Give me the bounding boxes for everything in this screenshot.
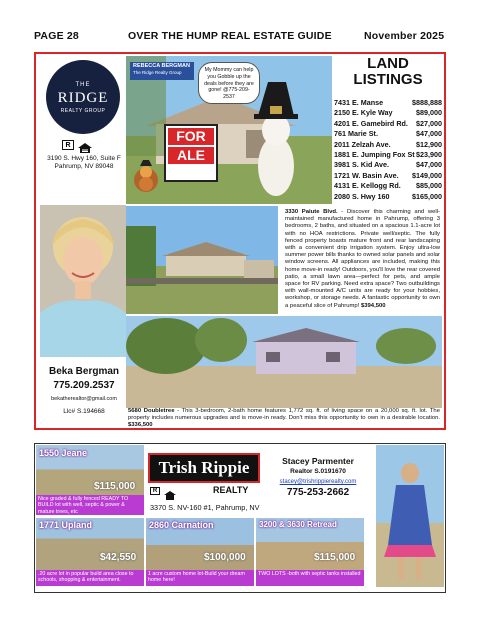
listing1-description [285,209,440,310]
contact-name: Stacey Parmenter [282,456,354,466]
land-title-line-1: LAND [367,55,409,72]
agent-email[interactable]: bekatherealtor@gmail.com [51,396,117,402]
listing1-photo [126,206,278,314]
listing2-photo [126,316,442,408]
lot3-price: $100,000 [204,552,246,563]
land-item[interactable]: 3981 S. Kid Ave. $47,000 [334,160,442,170]
logo-group: REALTY GROUP [60,108,106,114]
page-number: PAGE 28 [34,30,79,42]
agent-phone[interactable]: 775.209.2537 [53,380,115,391]
address-line-1: 3190 S. Hwy 160, Suite F [47,155,121,162]
listing1-text: - Discover this charming and well-maintained manufactured home in Pahrump, offering 3 bedrooms, 2 baths, and situated on a spacious 1.1-acre lot with no HOA restrictions. Private well/septic. The fully fenced property boasts mature front and rear landscaping with a convenient drip irrigation system. Enjoy ultra-low summer power bills thanks to owned solar panels and solar window screens. All appliances are included, making this home move-in ready! Outdoors, you'll love the rear covered patio, a small lawn area—perfect for pets, and ample space for RV parking. Need extra space? Two outbuildings with wall-mounted A/C units are ready for your hobbies, workshop, or storage needs. A fantastic opportunity to own a peaceful slice of Pahrump! [285,209,440,309]
agent-name: Beka Bergman [48,366,120,377]
listing2-text: - This 3-bedroom, 2-bath home features 1,772 sq. ft. of living space on a 20,000 sq. ft. lot. The property includes numerous upgrades and is move-in ready. Don't miss this opportunity to own in a desirable location. [128,408,440,422]
land-title-line-2: LISTINGS [353,71,423,88]
realtor-icon: R [62,140,74,150]
land-item[interactable]: 1881 E. Jumping Fox St $23,900 [334,150,442,160]
land-item[interactable]: 761 Marie St. $47,000 [334,129,442,139]
lot1-title: 1550 Jeane [39,448,88,458]
land-item[interactable]: 1721 W. Basin Ave. $149,000 [334,170,442,180]
land-item[interactable]: 4131 E. Kellogg Rd. $85,000 [334,181,442,191]
land-listings-title [334,56,442,88]
land-item[interactable]: 2080 S. Hwy 160 $165,000 [334,191,442,201]
lot3-title: 2860 Carnation [149,520,214,530]
lot4-price: $115,000 [314,552,356,563]
office-address [44,155,124,171]
listing2-price: $336,500 [128,422,153,429]
contact-email[interactable]: stacey@trishrippierealty.com [279,479,357,485]
issue-date: November 2025 [364,30,445,42]
land-listings-list [334,98,442,202]
land-item[interactable]: 7431 E. Manse $888,888 [334,98,442,107]
lot4-title: 3200 & 3630 Retread [259,520,337,529]
tag-name: REBECCA BERGMAN [133,63,190,69]
agent-tag [130,62,194,80]
turkey-icon [132,160,160,196]
land-item[interactable]: 4201 E. Gamebird Rd. $27,000 [334,118,442,128]
listing2-description [128,408,440,430]
listing2-heading: 5680 Doubletree [128,408,175,414]
listing1-heading: 3330 Paiute Blvd. [285,209,338,215]
sign-top-text: FOR [168,128,214,145]
address-line-2: Pahrump, NV 89048 [54,163,114,170]
lot1-price: $115,000 [94,481,136,492]
land-item[interactable]: 2150 E. Kyle Way $89,000 [334,108,442,118]
contact-license: Realtor S.0191670 [290,468,346,475]
agent-license: Llc# S.194668 [63,408,105,415]
contact-phone[interactable]: 775-253-2662 [286,487,350,498]
lot2-price: $42,550 [100,552,137,563]
realtor-icon: R [150,487,160,495]
logo-the: THE [75,82,91,88]
listing1-price: $394,500 [360,302,386,309]
equal-housing-icon [78,140,92,150]
sign-bottom-text: ALE [168,147,214,164]
equal-housing-icon [164,487,176,496]
brand-address: 3370 S. NV-160 #1, Pahrump, NV [150,503,260,512]
lot4-caption: TWO LOTS -both with septic tanks installed [256,570,364,586]
ridge-logo [46,60,120,134]
speech-bubble: My Mommy can help you Gobble up the deals before they are gone! @775-209-2537 [198,62,260,104]
lot3-caption: 1 acre custom home lot-Build your dream home here! [146,570,254,586]
tag-company: The Ridge Realty Group [133,70,182,75]
logo-ridge: RIDGE [57,90,109,106]
publication-title: OVER THE HUMP REAL ESTATE GUIDE [128,30,332,42]
lot2-title: 1771 Upland [39,520,93,530]
agent-photo [40,205,126,357]
land-item[interactable]: 2011 Zelzah Ave. $12,900 [334,139,442,149]
brand-realty: REALTY [213,485,249,495]
lot2-caption: .20 acre lot in popular build area close to schools, shopping & entertainment. [36,570,144,586]
contact-photo [376,445,444,587]
contact-block [262,455,374,499]
for-sale-sign [164,124,218,182]
lot1-caption: Nice graded & fully fenced READY TO BUILD lot with well, septic & power & mature trees, etc [36,495,144,515]
trish-rippie-logo: Trish Rippie [148,453,260,483]
